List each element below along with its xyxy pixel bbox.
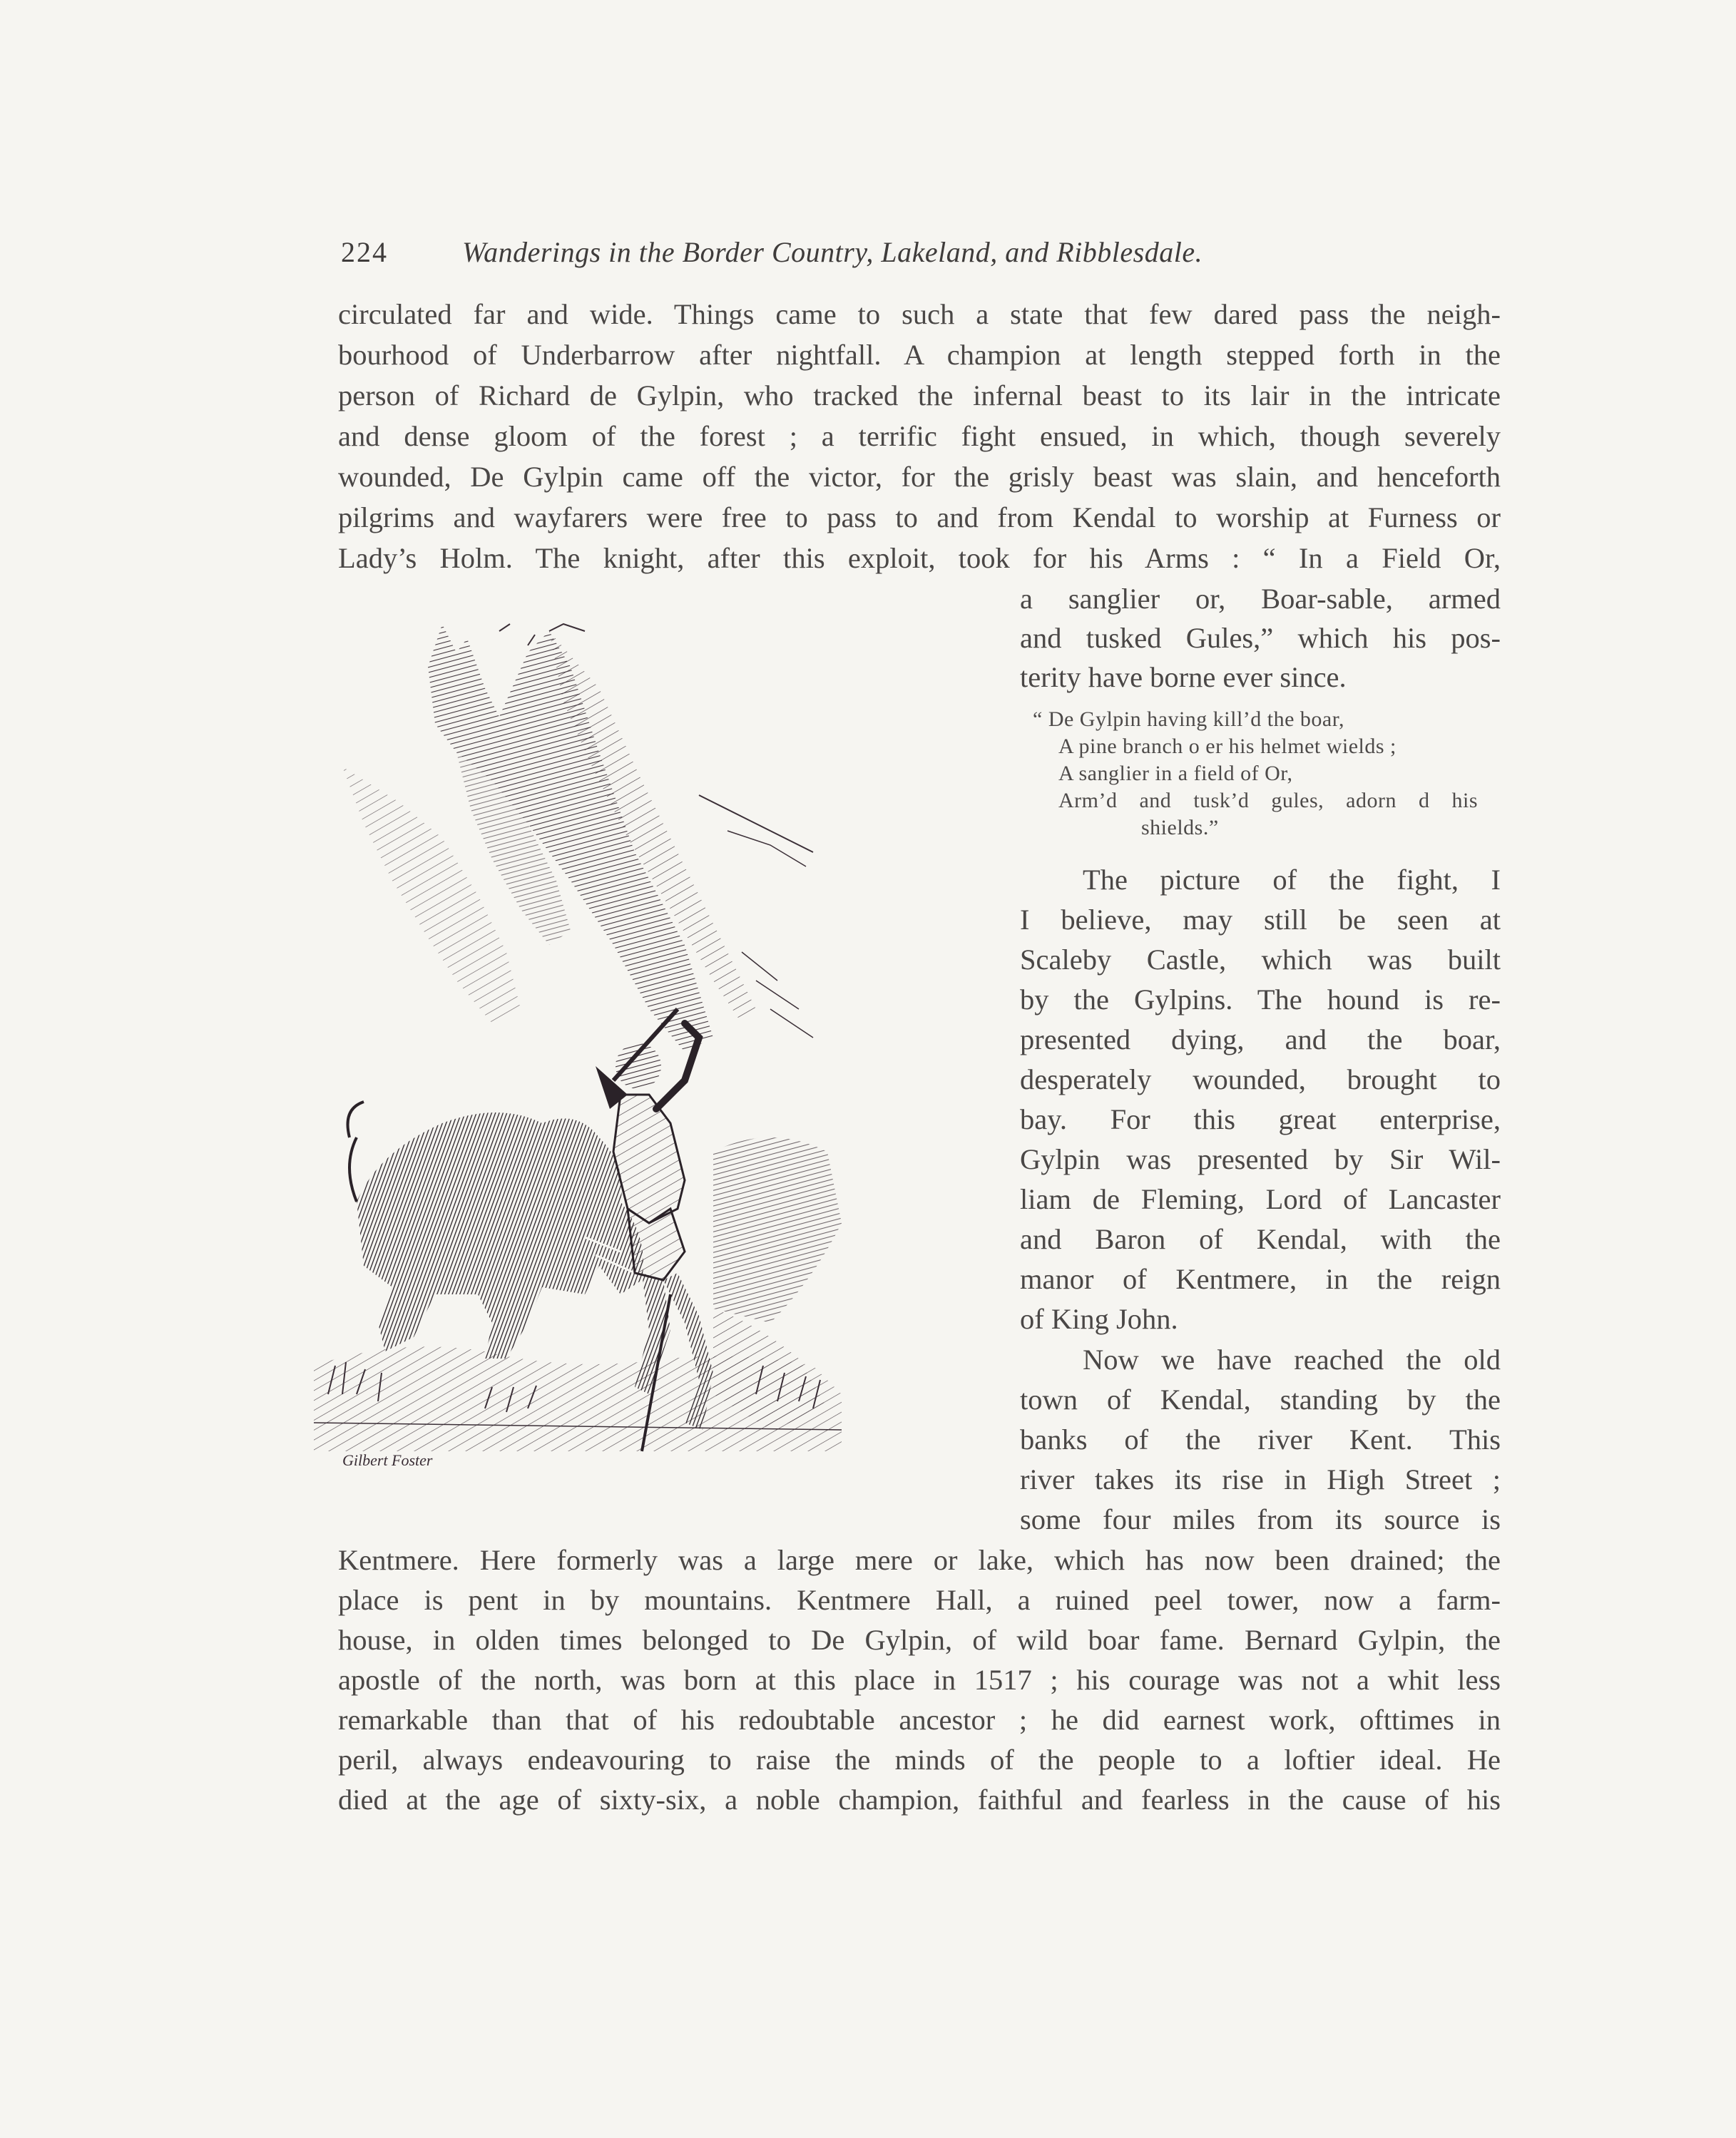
body-line: apostle of the north, was born at this place in 1517 ; his courage was not a whit less <box>338 1664 1501 1696</box>
body-line: manor of Kentmere, in the reign <box>1020 1263 1501 1295</box>
body-line: pilgrims and wayfarers were free to pass to and from Kendal to worship at Furness or <box>338 501 1501 533</box>
verse-line: A sanglier in a field of Or, <box>1058 762 1293 785</box>
body-line: The picture of the fight, I <box>1083 864 1501 896</box>
body-line: river takes its rise in High Street ; <box>1020 1463 1501 1495</box>
body-line: Kentmere. Here formerly was a large mere or lake, which has now been drained; the <box>338 1544 1501 1576</box>
body-line: Gylpin was presented by Sir Wil- <box>1020 1143 1501 1175</box>
body-line: circulated far and wide. Things came to such a state that few dared pass the neigh- <box>338 298 1501 330</box>
body-line: place is pent in by mountains. Kentmere Hall, a ruined peel tower, now a farm- <box>338 1584 1501 1616</box>
artist-signature: Gilbert Foster <box>342 1451 433 1469</box>
body-line: Now we have reached the old <box>1083 1344 1501 1376</box>
body-line: town of Kendal, standing by the <box>1020 1383 1501 1416</box>
body-line: and tusked Gules,” which his pos- <box>1020 622 1501 654</box>
body-line: house, in olden times belonged to De Gylpin, of wild boar fame. Bernard Gylpin, the <box>338 1624 1501 1656</box>
boar-fight-illustration <box>314 610 999 1501</box>
body-line: died at the age of sixty-six, a noble champion, faithful and fearless in the cause of his <box>338 1784 1501 1816</box>
body-line: Scaleby Castle, which was built <box>1020 943 1501 976</box>
verse-line: “ De Gylpin having kill’d the boar, <box>1033 707 1345 731</box>
verse-line: shields.” <box>1141 816 1219 839</box>
cliff-drawing <box>342 624 813 1052</box>
body-line: and dense gloom of the forest ; a terrific fight ensued, in which, though severely <box>338 420 1501 452</box>
running-header <box>341 235 1372 278</box>
body-line: presented dying, and the boar, <box>1020 1023 1501 1055</box>
verse-line: A pine branch o er his helmet wields ; <box>1058 735 1397 758</box>
body-line: some four miles from its source is <box>1020 1503 1501 1535</box>
body-line: by the Gylpins. The hound is re- <box>1020 983 1501 1016</box>
body-line: a sanglier or, Boar-sable, armed <box>1020 583 1501 615</box>
boar-figure <box>348 1102 644 1359</box>
body-line: desperately wounded, brought to <box>1020 1063 1501 1095</box>
body-line: terity have borne ever since. <box>1020 661 1347 693</box>
body-line: peril, always endeavouring to raise the minds of the people to a loftier ideal. He <box>338 1744 1501 1776</box>
body-line: I believe, may still be seen at <box>1020 904 1501 936</box>
body-line: person of Richard de Gylpin, who tracked the infernal beast to its lair in the intricate <box>338 379 1501 411</box>
body-line: banks of the river Kent. This <box>1020 1423 1501 1456</box>
body-line: wounded, De Gylpin came off the victor, for the grisly beast was slain, and henceforth <box>338 461 1501 493</box>
body-line: of King John. <box>1020 1303 1178 1335</box>
body-line: bay. For this great enterprise, <box>1020 1103 1501 1135</box>
page-number: 224 <box>341 236 388 268</box>
running-title: Wanderings in the Border Country, Lakeland, and Ribblesdale. <box>462 236 1203 268</box>
verse-line: Arm’d and tusk’d gules, adorn d his <box>1058 789 1478 812</box>
body-line: and Baron of Kendal, with the <box>1020 1223 1501 1255</box>
body-line: remarkable than that of his redoubtable ancestor ; he did earnest work, ofttimes in <box>338 1704 1501 1736</box>
body-line: bourhood of Underbarrow after nightfall. A champion at length stepped forth in the <box>338 339 1501 371</box>
body-line: liam de Fleming, Lord of Lancaster <box>1020 1183 1501 1215</box>
body-line: Lady’s Holm. The knight, after this exploit, took for his Arms : “ In a Field Or, <box>338 542 1501 574</box>
